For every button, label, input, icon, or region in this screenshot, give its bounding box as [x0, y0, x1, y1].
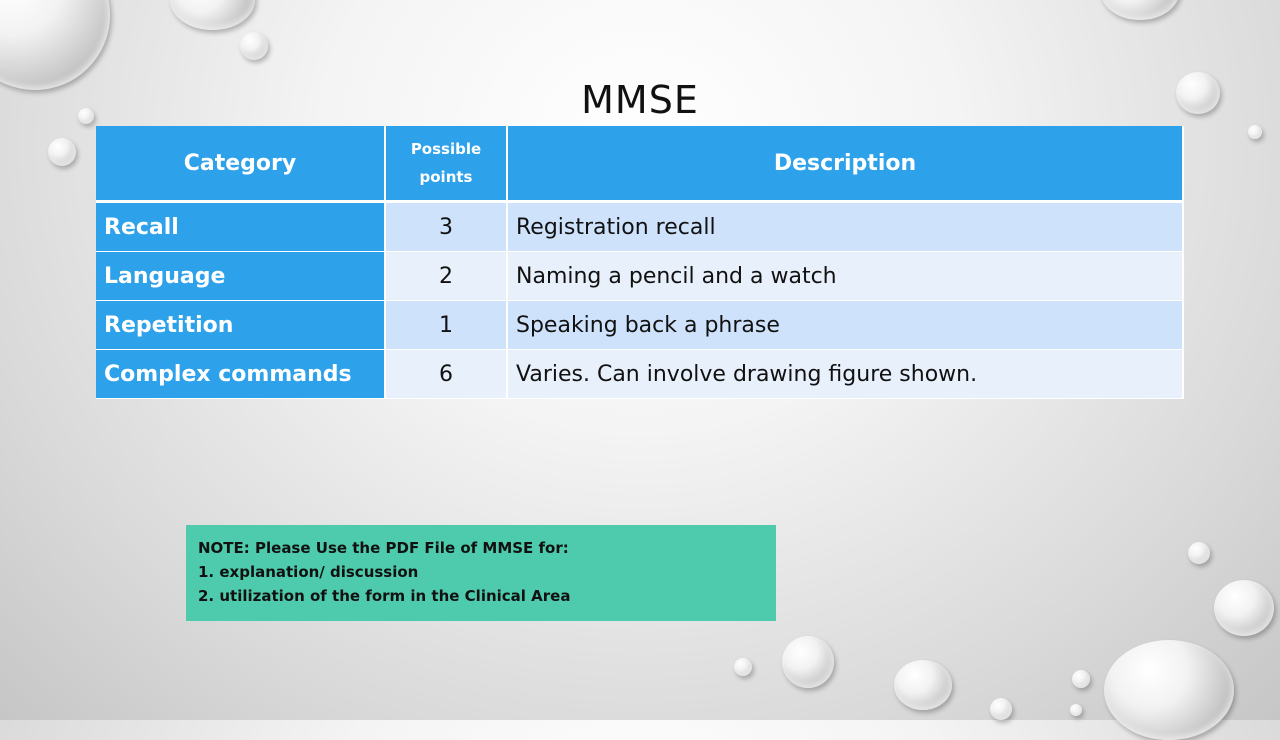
row-description: Naming a pencil and a watch	[507, 252, 1183, 301]
row-description: Varies. Can involve drawing figure shown.	[507, 350, 1183, 399]
table-row	[96, 301, 1183, 350]
water-drop-decoration	[0, 0, 110, 90]
row-points: 1	[385, 301, 507, 350]
header-category: Category	[96, 126, 385, 202]
water-drop-decoration	[1072, 670, 1090, 688]
table-header-row	[96, 126, 1183, 202]
water-drop-decoration	[734, 658, 752, 676]
note-line: 1. explanation/ discussion	[198, 563, 419, 581]
water-drop-decoration	[782, 636, 834, 688]
note-line: 2. utilization of the form in the Clinical Area	[198, 587, 571, 605]
table-row	[96, 350, 1183, 399]
row-category: Recall	[96, 202, 385, 252]
row-points: 3	[385, 202, 507, 252]
table-row	[96, 252, 1183, 301]
row-description: Speaking back a phrase	[507, 301, 1183, 350]
mmse-table	[96, 126, 1184, 399]
row-category: Complex commands	[96, 350, 385, 399]
row-points: 6	[385, 350, 507, 399]
row-category: Repetition	[96, 301, 385, 350]
table-row	[96, 202, 1183, 252]
note-line: NOTE: Please Use the PDF File of MMSE for:	[198, 539, 569, 557]
water-drop-decoration	[170, 0, 255, 30]
header-points-line2: points	[419, 168, 473, 186]
header-description: Description	[507, 126, 1183, 202]
header-possible-points	[385, 126, 507, 202]
water-drop-decoration	[1070, 704, 1082, 716]
water-drop-decoration	[1100, 0, 1180, 20]
water-drop-decoration	[1248, 125, 1262, 139]
note-box	[186, 525, 776, 621]
row-points: 2	[385, 252, 507, 301]
water-drop-decoration	[240, 32, 268, 60]
row-category: Language	[96, 252, 385, 301]
water-drop-decoration	[894, 660, 952, 710]
row-description: Registration recall	[507, 202, 1183, 252]
water-drop-decoration	[990, 698, 1012, 720]
water-drop-decoration	[1104, 640, 1234, 740]
water-drop-decoration	[1188, 542, 1210, 564]
slide-title: MMSE	[581, 78, 699, 122]
header-points-line1: Possible	[410, 140, 482, 158]
water-drop-decoration	[48, 138, 76, 166]
water-drop-decoration	[1214, 580, 1274, 636]
